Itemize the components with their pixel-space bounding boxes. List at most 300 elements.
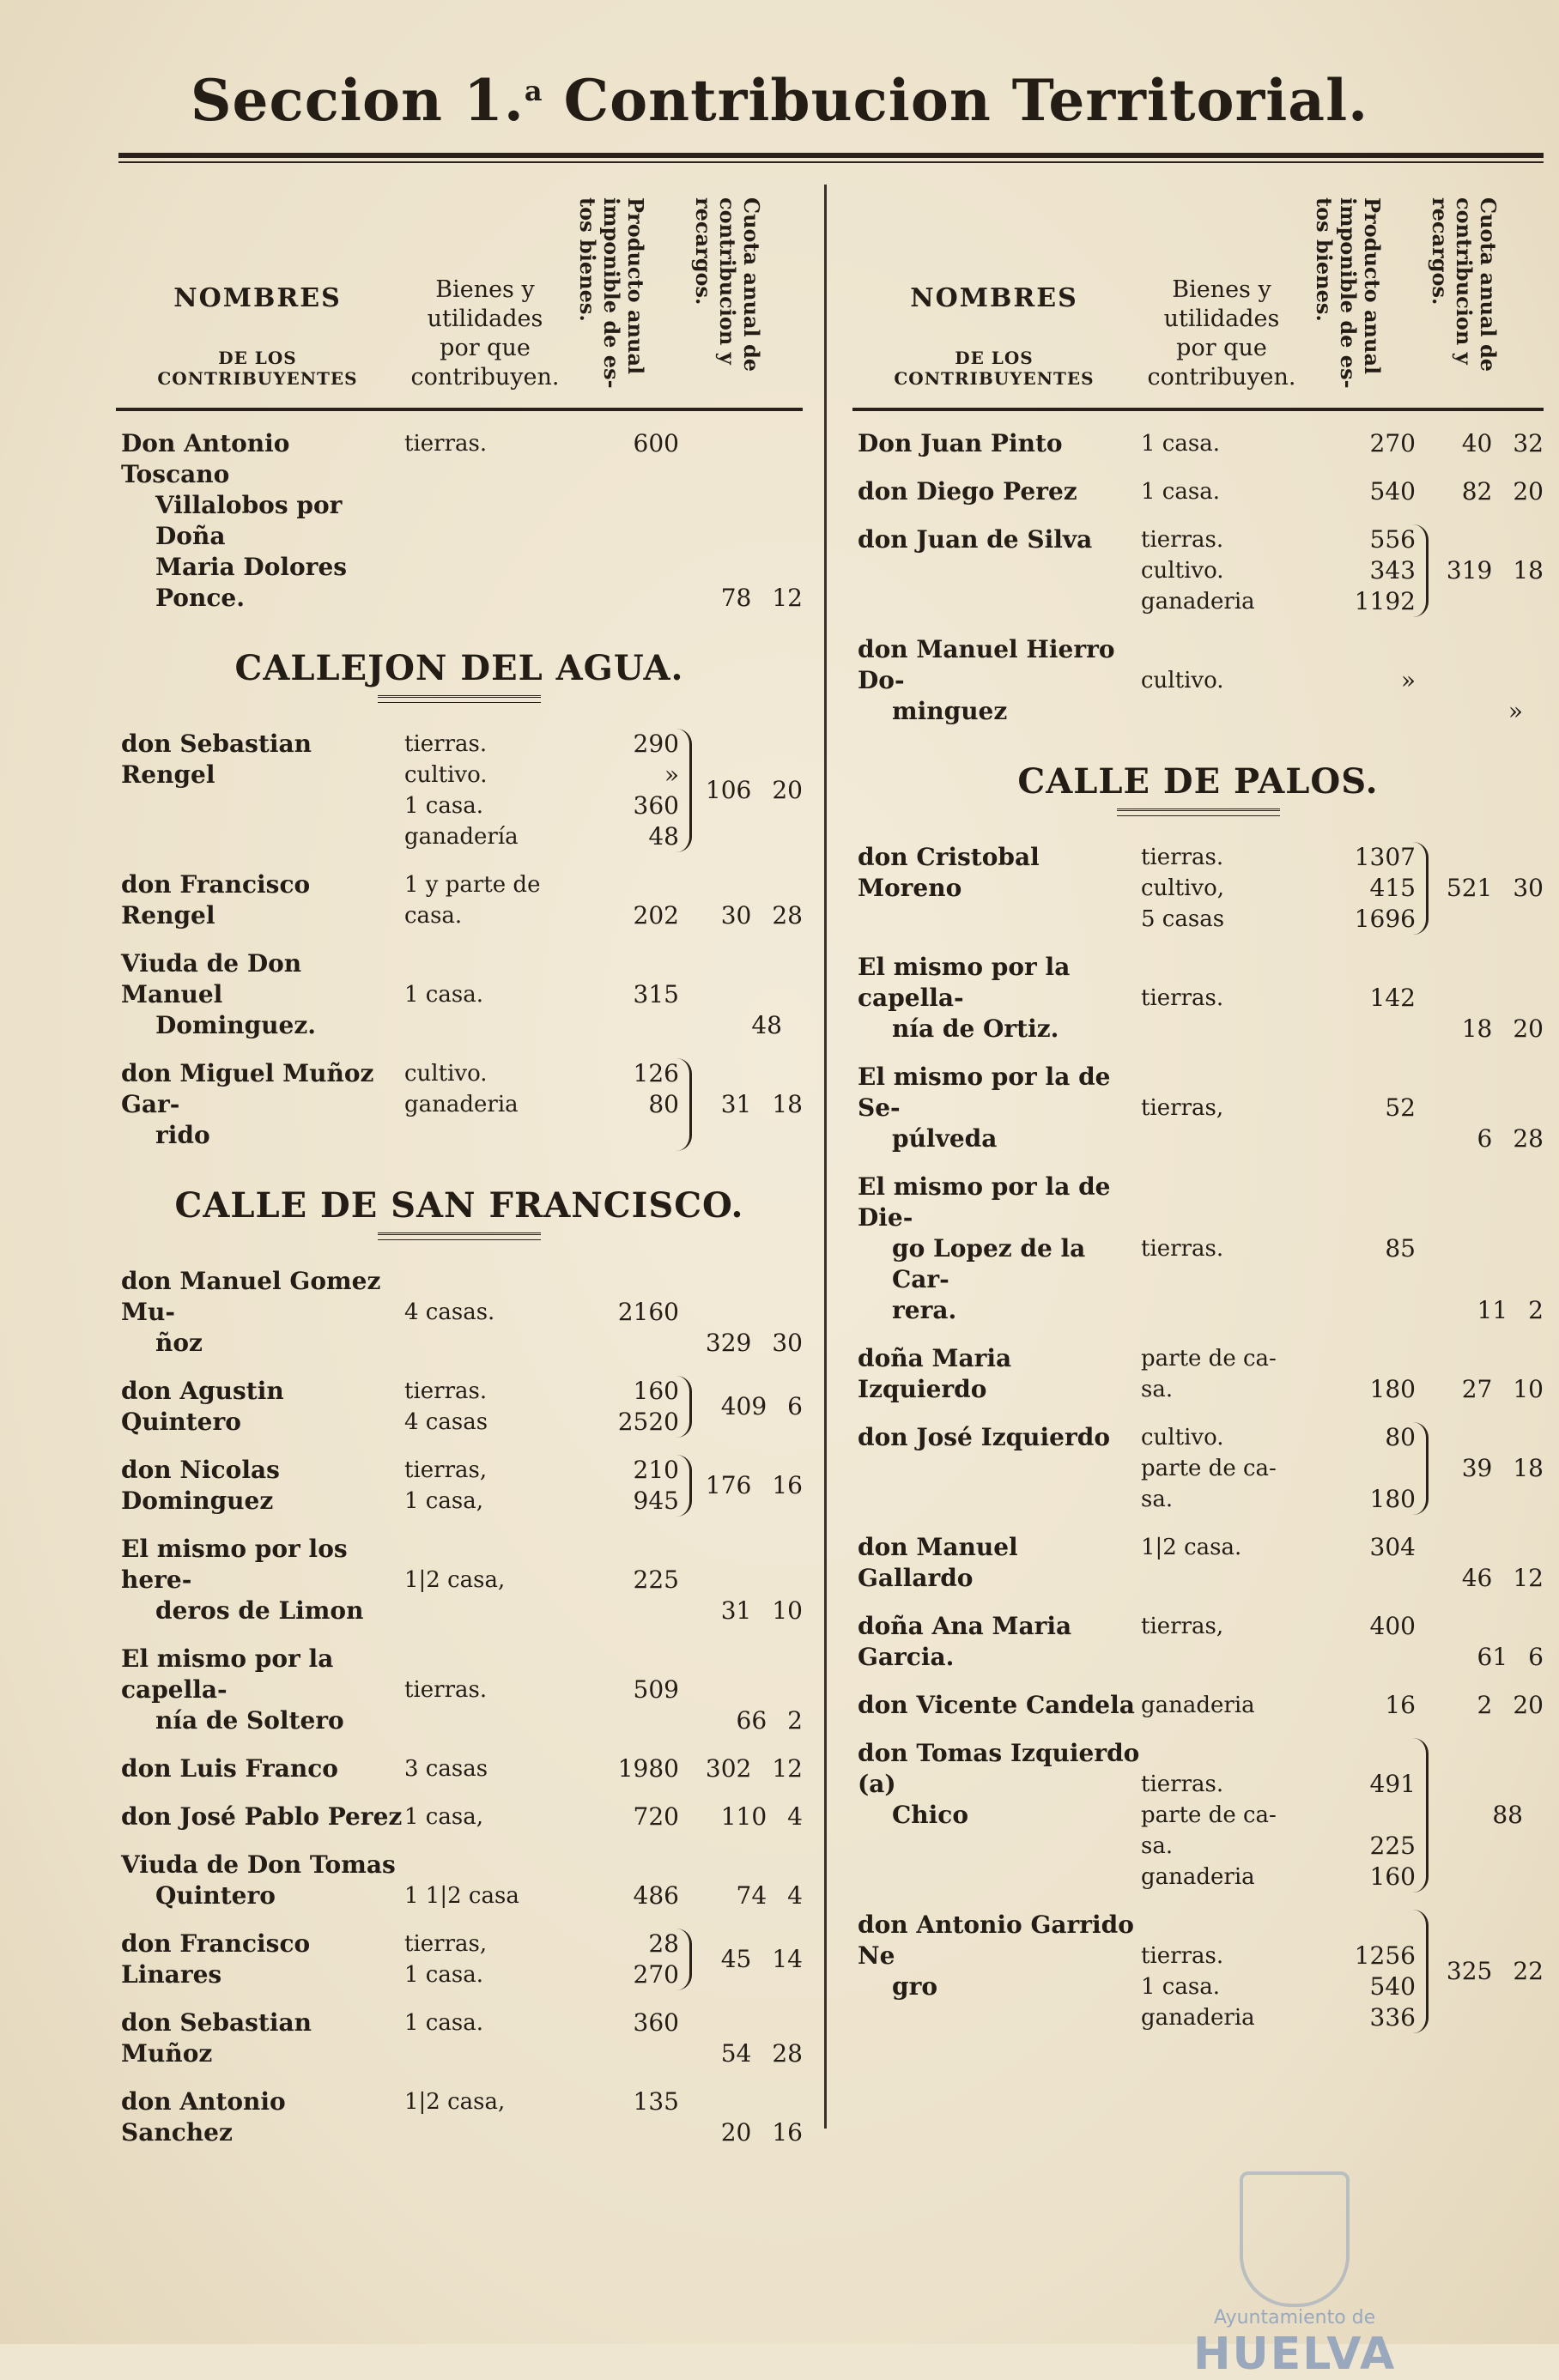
goods-line	[404, 1534, 576, 1565]
quota-value-main: 46	[1461, 1564, 1493, 1592]
goods-cell	[1141, 1062, 1313, 1154]
right-column	[852, 185, 1544, 2044]
names-header-sub: DE LOS CONTRIBUYENTES	[157, 348, 358, 389]
product-cell	[1313, 476, 1426, 507]
contributor-name	[852, 634, 1141, 727]
goods-cell	[1141, 842, 1313, 935]
quota-value-minor: 16	[772, 1471, 803, 1499]
right-sec1-group	[852, 842, 1544, 2033]
goods-cell	[404, 1850, 576, 1911]
title-rule-thin	[118, 161, 1544, 163]
product-value: 80	[648, 1090, 679, 1118]
product-value: 80	[1385, 1423, 1416, 1451]
product-header: Producto anual imponible de es- tos bienes.	[575, 197, 648, 389]
quota-cell	[1426, 1690, 1544, 1721]
contributor-name-line: don Sebastian Muñoz	[121, 2008, 312, 2068]
quota-value-minor: 2	[787, 1706, 803, 1735]
product-cell	[576, 1850, 689, 1911]
contributor-name-line: Chico	[892, 1801, 969, 1829]
quota-cell	[1426, 1532, 1544, 1594]
goods-line: 1 casa,	[404, 1488, 483, 1514]
goods-line: 1|2 casa.	[1141, 1535, 1242, 1560]
goods-cell	[404, 1058, 576, 1151]
contributor-name-line: don Miguel Muñoz Gar-	[121, 1059, 374, 1118]
contributor-name	[852, 1532, 1141, 1594]
left-first-group	[116, 428, 803, 614]
quota-value-minor: 18	[772, 1090, 803, 1118]
product-value	[1313, 1202, 1416, 1233]
goods-line: tierras.	[404, 731, 488, 757]
contributor-name	[116, 1376, 404, 1438]
quota-value-main: 82	[1461, 477, 1493, 506]
goods-cell	[404, 1929, 576, 1990]
quota-cell	[689, 1534, 803, 1626]
quota-value-main: 78	[720, 584, 752, 612]
quota-cell	[692, 1455, 803, 1517]
product-value: »	[1400, 666, 1416, 694]
contributor-name-line: don Francisco Linares	[121, 1929, 311, 1989]
contributor-name-line: don Nicolas Dominguez	[121, 1456, 280, 1515]
contributor-name	[116, 1058, 404, 1151]
product-value: 210	[633, 1456, 679, 1484]
goods-line: parte de ca-	[1141, 1456, 1277, 1481]
contributor-name-line: nía de Ortiz.	[892, 1014, 1059, 1043]
quota-cell	[1426, 428, 1544, 459]
product-cell	[1313, 952, 1426, 1045]
product-value: 48	[648, 822, 679, 851]
goods-cell	[404, 1266, 576, 1359]
contributor-name-line: Dominguez.	[155, 1011, 316, 1039]
right-first-group	[852, 428, 1544, 727]
goods-header: Bienes y utilidades por que contribuyen.	[410, 276, 560, 391]
quota-value-main: 18	[1461, 1014, 1493, 1043]
contributor-name	[116, 1534, 404, 1626]
product-value: 400	[1369, 1612, 1416, 1640]
quota-value-main: 61	[1477, 1643, 1508, 1671]
quota-cell	[689, 2008, 803, 2069]
table-row	[116, 2008, 803, 2069]
contributor-name-line: don Juan de Silva	[858, 525, 1093, 554]
product-value	[1313, 952, 1416, 983]
table-row	[116, 1534, 803, 1626]
product-value: 540	[1369, 1972, 1416, 2001]
product-cell	[1313, 428, 1426, 459]
goods-line: cultivo.	[404, 762, 488, 788]
contributor-name-line: don Tomas Izquierdo (a)	[858, 1739, 1140, 1798]
goods-line: parte de ca-	[1141, 1802, 1277, 1828]
table-row	[116, 1850, 803, 1911]
product-value: 270	[1369, 429, 1416, 457]
table-row	[116, 1266, 803, 1359]
left-column	[116, 185, 803, 2159]
goods-cell	[404, 1644, 576, 1736]
goods-line: tierras.	[1141, 1771, 1224, 1797]
contributor-name-line: Viuda de Don Manuel	[121, 949, 302, 1008]
goods-line: 5 casas	[1141, 906, 1225, 932]
goods-line: ganaderia	[1141, 1864, 1255, 1890]
contributor-name	[852, 1422, 1141, 1515]
goods-line: 1 casa.	[404, 982, 483, 1008]
goods-cell	[1141, 952, 1313, 1045]
product-cell	[1313, 1172, 1426, 1326]
table-row	[852, 1532, 1544, 1594]
quota-value-main: 6	[1477, 1124, 1493, 1153]
goods-cell	[1141, 476, 1313, 507]
table-row	[852, 1738, 1544, 1892]
goods-line: 1 casa,	[404, 1804, 483, 1830]
product-value: 415	[1369, 874, 1416, 902]
quota-cell	[1426, 1172, 1544, 1326]
goods-cell	[1141, 1738, 1313, 1892]
section-rule	[1117, 808, 1280, 816]
contributor-name	[852, 952, 1141, 1045]
goods-cell	[404, 869, 576, 931]
product-value	[576, 1644, 679, 1674]
product-value: 202	[633, 901, 679, 930]
product-value: 2160	[617, 1298, 679, 1326]
goods-line	[404, 948, 576, 979]
contributor-name-line: rido	[155, 1121, 210, 1149]
left-sec1-group	[116, 729, 803, 1151]
contributor-name-line: don Manuel Gomez Mu-	[121, 1267, 381, 1326]
goods-line: 1 casa.	[1141, 1974, 1220, 2000]
product-cell	[1313, 1343, 1426, 1405]
contributor-name-line: gro	[892, 1972, 938, 2001]
goods-line: 1 casa.	[404, 1962, 483, 1988]
quota-cell	[1426, 952, 1544, 1045]
product-value: 540	[1369, 477, 1416, 506]
watermark-logo	[1193, 2171, 1396, 2380]
goods-line: 1 y parte de	[404, 872, 541, 898]
table-header	[116, 185, 803, 411]
product-value: 360	[633, 2008, 679, 2037]
table-row	[116, 2086, 803, 2148]
product-value	[576, 1266, 679, 1297]
goods-line	[1141, 1738, 1313, 1769]
contributor-name-line: rera.	[892, 1296, 957, 1324]
contributor-name-line: doña Ana Maria Garcia.	[858, 1612, 1072, 1671]
contributor-name-line: ñoz	[155, 1329, 203, 1357]
goods-cell	[404, 1376, 576, 1438]
goods-cell	[1141, 1910, 1313, 2033]
contributor-name-line: don Agustin Quintero	[121, 1377, 284, 1436]
product-cell	[576, 1266, 689, 1359]
quota-value-minor: 12	[772, 584, 803, 612]
goods-line	[1141, 1062, 1313, 1093]
quota-value-main: 39	[1461, 1454, 1493, 1482]
quota-value-minor: 30	[772, 1329, 803, 1357]
table-header	[852, 185, 1544, 411]
goods-line	[1141, 634, 1313, 665]
contributor-name	[852, 476, 1141, 507]
quota-cell	[689, 1850, 803, 1911]
goods-line: tierras.	[404, 1378, 488, 1404]
quota-cell	[692, 1058, 803, 1151]
quota-value-main: 31	[720, 1596, 752, 1625]
product-value: 270	[633, 1960, 679, 1989]
goods-cell	[1141, 1343, 1313, 1405]
quota-value-main: 27	[1461, 1375, 1493, 1403]
quota-value-main: 74	[736, 1881, 767, 1910]
contributor-name-line: Maria Dolores Ponce.	[155, 553, 348, 612]
product-value: 1980	[617, 1754, 679, 1783]
contributor-name	[116, 1753, 404, 1784]
quota-value-minor: 10	[1513, 1375, 1544, 1403]
contributor-name-line: nía de Soltero	[155, 1706, 344, 1735]
table-row	[116, 1455, 803, 1517]
quota-value-main: 2	[1477, 1691, 1493, 1719]
contributor-name	[116, 729, 404, 852]
contributor-name-line: don Cristobal Moreno	[858, 843, 1040, 902]
watermark-line1: Ayuntamiento de	[1214, 2307, 1376, 2329]
contributor-name-line: don Manuel Hierro Do-	[858, 635, 1115, 694]
product-value: 945	[633, 1487, 679, 1515]
quota-cell	[1426, 634, 1544, 727]
contributor-name	[116, 428, 404, 614]
table-row	[116, 1376, 803, 1438]
quota-value-minor: 20	[1513, 1691, 1544, 1719]
quota-value-minor: 6	[1528, 1643, 1544, 1671]
quota-value-minor: 20	[772, 776, 803, 804]
contributor-name	[116, 948, 404, 1041]
contributor-name	[116, 1929, 404, 1990]
goods-line	[404, 1850, 576, 1880]
product-value: 180	[1369, 1375, 1416, 1403]
goods-line: cultivo.	[404, 1061, 488, 1087]
quota-value-minor: 10	[772, 1596, 803, 1625]
goods-line: tierras,	[404, 1457, 488, 1483]
quota-value-minor: 20	[1513, 1014, 1544, 1043]
quota-value-main: 88	[1492, 1801, 1523, 1829]
goods-line	[1141, 952, 1313, 983]
table-row	[852, 1611, 1544, 1673]
quota-cell	[1426, 1062, 1544, 1154]
table-row	[852, 1910, 1544, 2033]
goods-header: Bienes y utilidades por que contribuyen.	[1147, 276, 1296, 391]
contributor-name	[852, 1062, 1141, 1154]
goods-line: tierras.	[1141, 985, 1224, 1011]
goods-line: cultivo,	[1141, 875, 1224, 901]
quota-value-main: »	[1507, 697, 1523, 725]
goods-cell	[1141, 428, 1313, 459]
product-value	[1313, 1062, 1416, 1093]
goods-cell	[1141, 1422, 1313, 1515]
product-value: 1192	[1354, 587, 1416, 615]
product-cell	[576, 428, 689, 614]
goods-line: 1 casa.	[1141, 479, 1220, 505]
product-cell	[576, 869, 689, 931]
contributor-name-line: minguez	[892, 697, 1008, 725]
table-row	[116, 869, 803, 931]
quota-value-minor: 4	[787, 1802, 803, 1831]
contributor-name	[852, 1690, 1141, 1721]
goods-line: casa.	[404, 903, 463, 929]
names-header	[116, 283, 399, 389]
product-cell	[1313, 524, 1429, 617]
quota-cell	[1426, 1611, 1544, 1673]
quota-value-minor: 22	[1513, 1957, 1544, 1985]
title-rule	[118, 153, 1544, 158]
product-value: 509	[633, 1675, 679, 1704]
quota-cell	[1426, 1343, 1544, 1405]
contributor-name-line: don Francisco Rengel	[121, 870, 311, 930]
contributor-name-line: deros de Limon	[155, 1596, 364, 1625]
contributor-name	[852, 1738, 1141, 1892]
product-value: 304	[1369, 1533, 1416, 1561]
goods-line: ganaderia	[1141, 589, 1255, 615]
product-cell	[576, 1376, 692, 1438]
table-row	[116, 1644, 803, 1736]
goods-line	[1141, 1172, 1313, 1202]
product-value: 225	[633, 1565, 679, 1594]
quota-value-main: 45	[720, 1945, 752, 1973]
watermark-line2: HUELVA	[1193, 2329, 1397, 2380]
product-value: 360	[633, 791, 679, 820]
goods-line: sa.	[1141, 1833, 1174, 1859]
quota-cell	[1429, 1738, 1544, 1892]
product-value: 556	[1369, 525, 1416, 554]
contributor-name	[116, 1850, 404, 1911]
quota-value-main: 30	[720, 901, 752, 930]
quota-cell	[1426, 476, 1544, 507]
goods-cell	[1141, 1690, 1313, 1721]
product-value: 2520	[617, 1408, 679, 1436]
product-value	[576, 1534, 679, 1565]
contributor-name-line: don Vicente Candela	[858, 1691, 1135, 1719]
product-cell	[576, 729, 692, 852]
quota-value-minor: 12	[772, 1754, 803, 1783]
quota-value-minor: 18	[1513, 1454, 1544, 1482]
names-header	[852, 283, 1136, 389]
goods-line	[404, 1266, 576, 1297]
goods-line: tierras.	[1141, 527, 1224, 553]
contributor-name	[116, 1266, 404, 1359]
goods-cell	[404, 428, 576, 614]
goods-line: 1 casa.	[404, 793, 483, 819]
quota-value-minor: 32	[1513, 429, 1544, 457]
quota-cell	[692, 1929, 803, 1990]
product-value: 315	[633, 980, 679, 1008]
product-value	[576, 869, 679, 900]
contributor-name-line: Quintero	[155, 1881, 276, 1910]
quota-cell	[689, 948, 803, 1041]
goods-line: ganadería	[404, 824, 519, 850]
contributor-name	[852, 1910, 1141, 2033]
product-cell	[576, 2008, 689, 2069]
contributor-name-line: doña Maria Izquierdo	[858, 1344, 1012, 1403]
names-header-title: NOMBRES	[173, 283, 342, 313]
product-value	[1313, 1910, 1416, 1941]
table-row	[852, 1422, 1544, 1515]
table-row	[116, 1058, 803, 1151]
goods-line: sa.	[1141, 1487, 1174, 1512]
goods-line: tierras,	[1141, 1095, 1224, 1121]
quota-value-main: 20	[720, 2118, 752, 2147]
title-main: Seccion 1.	[190, 67, 525, 134]
product-value: 85	[1385, 1234, 1416, 1263]
product-value	[576, 948, 679, 979]
quota-value-main: 48	[751, 1011, 782, 1039]
contributor-name-line: Viuda de Don Tomas	[121, 1850, 396, 1879]
contributor-name	[116, 2086, 404, 2148]
product-value	[1313, 634, 1416, 665]
title-superscript: a	[524, 75, 543, 107]
quota-cell	[689, 2086, 803, 2148]
contributor-name-line: El mismo por la de Die-	[858, 1172, 1111, 1232]
quota-value-main: 325	[1446, 1957, 1493, 1985]
quota-cell	[1429, 842, 1544, 935]
goods-line	[1141, 1910, 1313, 1941]
goods-line: sa.	[1141, 1377, 1174, 1402]
table-row	[852, 1172, 1544, 1326]
goods-line: 1|2 casa,	[404, 2089, 506, 2115]
quota-value-minor: 12	[1513, 1564, 1544, 1592]
contributor-name-line: Don Antonio Toscano	[121, 429, 290, 488]
quota-cell	[692, 729, 803, 852]
contributor-name-line: don Manuel Gallardo	[858, 1533, 1018, 1592]
product-cell	[576, 1455, 692, 1517]
quota-header: Cuota anual de contribucion y recargos.	[1428, 197, 1501, 372]
contributor-name	[116, 869, 404, 931]
product-value: 135	[633, 2087, 679, 2116]
goods-line: 1|2 casa,	[404, 1567, 506, 1593]
quota-header: Cuota anual de contribucion y recargos.	[691, 197, 764, 372]
goods-line: parte de ca-	[1141, 1346, 1277, 1372]
product-cell	[576, 1534, 689, 1626]
quota-value-main: 66	[736, 1706, 767, 1735]
product-value: 486	[633, 1881, 679, 1910]
quota-value-minor: 28	[772, 2039, 803, 2068]
section-heading-palos: CALLE DE PALOS.	[1017, 761, 1379, 802]
quota-value-main: 176	[705, 1471, 752, 1499]
table-row	[852, 1690, 1544, 1721]
quota-value-minor: 18	[1513, 556, 1544, 584]
product-value: »	[664, 760, 679, 789]
goods-cell	[1141, 1532, 1313, 1594]
contributor-name	[852, 1343, 1141, 1405]
contributor-name	[852, 428, 1141, 459]
table-row	[116, 948, 803, 1041]
goods-line: cultivo.	[1141, 668, 1224, 693]
quota-value-minor: 30	[1513, 874, 1544, 902]
table-row	[116, 1802, 803, 1832]
contributor-name-line: don José Izquierdo	[858, 1423, 1110, 1451]
table-row	[852, 952, 1544, 1045]
goods-cell	[404, 1455, 576, 1517]
goods-line: ganaderia	[1141, 1693, 1255, 1718]
goods-line: 3 casas	[404, 1756, 488, 1782]
goods-line: tierras,	[404, 1931, 488, 1957]
product-value: 290	[633, 730, 679, 758]
quota-value-main: 302	[705, 1754, 752, 1783]
quota-value-minor: 20	[1513, 477, 1544, 506]
goods-cell	[1141, 1172, 1313, 1326]
section-heading-san-francisco: CALLE DE SAN FRANCISCO.	[174, 1185, 744, 1226]
contributor-name-line: go Lopez de la Car-	[892, 1234, 1086, 1293]
contributor-name	[852, 524, 1141, 617]
product-cell	[576, 1644, 689, 1736]
product-value: 16	[1385, 1691, 1416, 1719]
quota-value-main: 11	[1477, 1296, 1508, 1324]
product-value	[1313, 1343, 1416, 1374]
quota-value-main: 521	[1446, 874, 1493, 902]
product-cell	[1313, 634, 1426, 727]
product-value: 160	[1369, 1862, 1416, 1891]
goods-cell	[404, 1534, 576, 1626]
quota-value-main: 329	[705, 1329, 752, 1357]
section-heading-callejon: CALLEJON DEL AGUA.	[234, 648, 684, 688]
page-title	[0, 67, 1559, 134]
